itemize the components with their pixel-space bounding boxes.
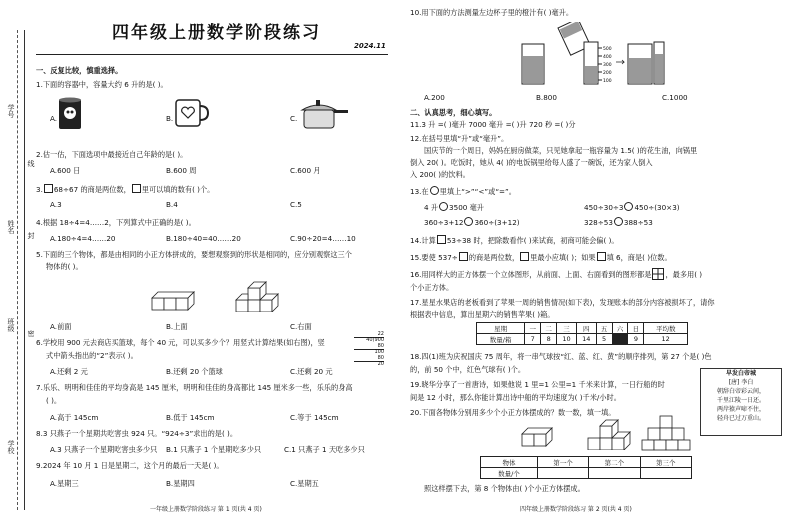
q3-blank-box <box>44 184 53 193</box>
q7-text-line1: 7.乐乐、明明和佳佳的平均身高是 145 厘米，明明和佳佳的身高都比 145 厘米多一些，乐乐的身高 <box>36 383 353 392</box>
q20-text: 20.下面各物体分别用多少个小正方体摆成的？数一数，填一填。 <box>410 408 616 417</box>
q6-long-division <box>354 332 384 367</box>
q13-item-4 <box>584 217 653 227</box>
q5-text-line2: 物体的( )。 <box>46 262 83 271</box>
poem-line: 轻舟已过万重山。 <box>716 415 765 422</box>
poem-line: 千里江陵一日还。 <box>716 397 765 404</box>
q12-text: 12.在括号里填“升”或“毫升”。 <box>410 134 509 143</box>
q20-answer-cell <box>589 468 640 479</box>
q13-item-1-left: 4 升 <box>424 203 439 212</box>
q2-option-a: A.600 日 <box>50 166 81 175</box>
q10-scale-200: 200 <box>603 71 612 76</box>
q20-final-line: 照这样摆下去，第 8 个物体由( )个小正方体摆成。 <box>424 484 585 493</box>
q20-answer-cell <box>537 468 588 479</box>
q10-scale-400: 400 <box>603 55 612 60</box>
q10-scale-100: 100 <box>603 79 612 84</box>
q6-text-line2: 式中箭头指出的“2”表示( )。 <box>46 351 138 360</box>
page-title: 四年级上册数学阶段练习 <box>112 23 321 43</box>
q6-option-a: A.还剩 2 元 <box>50 367 88 376</box>
q4-option-c: C.90÷20=4……10 <box>290 234 356 243</box>
q10-scale-300: 300 <box>603 63 612 68</box>
q8-option-c: C.1 只燕子 1 天吃多少只 <box>284 445 365 454</box>
q13-circle-3 <box>464 217 473 226</box>
q20-header-row <box>481 457 692 468</box>
q20-header-cell: 第三个 <box>640 457 691 468</box>
title-rule <box>36 54 388 55</box>
binding-solid-line <box>24 30 25 510</box>
mug-image <box>172 96 210 130</box>
q12-line1: 国庆节的一个周日，妈妈在厨房做菜，只见她拿起一瓶容量为 1.5( )的花生油，向锅里 <box>424 146 698 155</box>
q17-header-row <box>477 323 688 334</box>
binding-label-secret: 密 <box>27 330 35 337</box>
q6-calc-dividend: 40)900 <box>354 337 384 343</box>
q13-item-2 <box>584 202 680 212</box>
q5-option-c: C.右面 <box>290 322 312 331</box>
q9-option-a: A.星期三 <box>50 479 79 488</box>
poem-box <box>700 368 782 436</box>
q6-calc-step1: 80 <box>377 342 384 349</box>
poem-line: 朝辞白帝彩云间， <box>716 388 765 395</box>
q17-value-cell: 7 <box>525 334 541 345</box>
q4-option-a: A.180÷4=4……20 <box>50 234 116 243</box>
q6-calc-remainder: 20 <box>354 361 384 367</box>
q13-item-3 <box>424 217 520 227</box>
binding-label-class: 班级 <box>7 318 15 332</box>
q17-header-cell: 五 <box>596 323 612 334</box>
q1-option-c: C. <box>290 114 298 123</box>
poem-title: 早发白帝城 <box>725 370 756 377</box>
q13-item-2-left: 450÷30÷3 <box>584 203 624 212</box>
q20-row-label: 数量/个 <box>481 468 538 479</box>
q17-value-cell: 10 <box>557 334 577 345</box>
q9-option-c: C.星期五 <box>290 479 319 488</box>
page-footer-right: 四年级上册数学阶段练习 第 2 页(共 4 页) <box>520 506 632 513</box>
q13-circle <box>430 186 439 195</box>
q16-prefix: 16.用同样大的正方体摆一个立体图形，从前面、上面、右面看到的图形都是 <box>410 270 652 279</box>
q20-value-row <box>481 468 692 479</box>
q4-option-b: B.180÷40=40……20 <box>166 234 241 243</box>
q20-header-cell: 第一个 <box>537 457 588 468</box>
q1-option-a: A. <box>50 114 58 123</box>
q6-calc-step3: 80 <box>377 354 384 361</box>
q2-option-b: B.600 周 <box>166 166 197 175</box>
q12-line3: 入 200( )的饮料。 <box>410 170 470 179</box>
q3-blank-box-2 <box>132 184 141 193</box>
q15-middle: 的商是两位数， <box>468 253 520 262</box>
q3-text <box>36 184 214 194</box>
q13-item-3-left: 360÷3+12 <box>424 218 464 227</box>
q17-header-cell: 星期 <box>477 323 525 334</box>
q17-line1: 17.星星水果店的老板看到了苹果一周的销售情况(如下表)，发现账本的部分内容被损坏了，请你 <box>410 298 715 307</box>
binding-label-student-id: 学号 <box>7 104 15 118</box>
page-footer-left: 一年级上册数学阶段练习 第 1 页(共 4 页) <box>150 506 262 513</box>
q8-option-a: A.3 只燕子一个星期吃害虫多少只 <box>50 445 158 454</box>
q5-option-a: A.前面 <box>50 322 72 331</box>
q17-value-row <box>477 334 688 345</box>
q15-suffix: 填 6，商是( )位数。 <box>606 253 672 262</box>
q3-option-a: A.3 <box>50 200 62 209</box>
q13-suffix: 里填上“>”“<”或“=”。 <box>439 187 516 196</box>
q16-suffix: ，最多用( ) <box>665 270 703 279</box>
q4-text: 4.根据 18÷4=4……2，下列算式中正确的是( )。 <box>36 218 196 227</box>
q17-value-cell: 数量/箱 <box>477 334 525 345</box>
q5-option-b: B.上面 <box>166 322 188 331</box>
q6-option-c: C.还剩 20 元 <box>290 367 333 376</box>
q2-option-c: C.600 月 <box>290 166 321 175</box>
binding-label-seal: 封 <box>27 232 35 239</box>
q3-option-b: B.4 <box>166 200 178 209</box>
q9-option-b: B.星期四 <box>166 479 195 488</box>
q1-option-b: B. <box>166 114 174 123</box>
q10-option-a: A.200 <box>424 93 445 102</box>
binding-label-school: 学校 <box>7 440 15 454</box>
q18-line2: 的，前 50 个中，红色气球有( )个。 <box>410 365 526 374</box>
q6-calc-quotient: 22 <box>377 331 384 337</box>
q17-header-cell: 一 <box>525 323 541 334</box>
q13-item-4-right: 388÷53 <box>623 218 653 227</box>
q16-line2: 个小正方体。 <box>410 283 454 292</box>
exam-date: 2024.11 <box>354 42 386 50</box>
q20-object-1 <box>520 414 560 448</box>
q3-prefix: 3. <box>36 185 43 194</box>
q5-figure-2 <box>234 276 294 312</box>
q12-line2: 倒入 20( )。吃饭时，她从 4( )的电饭锅里给每人盛了一碗饭，还为家人倒入 <box>410 158 653 167</box>
q7-text-line2: ( )。 <box>46 396 62 405</box>
q7-option-a: A.高于 145cm <box>50 413 99 422</box>
q14-suffix: 53÷38 时，把除数看作( )来试商，初商可能会偏( )。 <box>446 236 619 245</box>
q13-prefix: 13.在 <box>410 187 429 196</box>
binding-dash-line <box>17 30 18 510</box>
q17-sales-table <box>476 322 688 345</box>
q7-option-b: B.低于 145cm <box>166 413 215 422</box>
q13-circle-1 <box>439 202 448 211</box>
q8-text: 8.3 只燕子一个星期共吃害虫 924 只。“924÷3”求出的是( )。 <box>36 429 238 438</box>
q15-prefix: 15.要使 537÷ <box>410 253 458 262</box>
q6-calc-step2: 100 <box>354 349 384 355</box>
binding-label-line: 线 <box>27 160 35 167</box>
section-1-heading: 一、反复比较，慎重选择。 <box>36 66 123 75</box>
q17-damaged-cell <box>612 334 628 345</box>
q15-box-2 <box>520 252 529 261</box>
q16-text <box>410 268 702 280</box>
q13-circle-2 <box>624 202 633 211</box>
q14-prefix: 14.计算 <box>410 236 436 245</box>
q6-text-line1: 6.学校用 900 元去商店买篮球，每个 40 元，可以买多少个？用竖式计算结果(如右图)，竖 <box>36 338 325 347</box>
q15-middle-2: 里最小应填( )；如果 <box>530 253 596 262</box>
q20-object-2 <box>586 414 634 450</box>
binding-label-name: 姓名 <box>7 220 15 234</box>
q15-box-3 <box>597 252 606 261</box>
q6-option-b: B.还剩 20 个篮球 <box>166 367 223 376</box>
q3-option-c: C.5 <box>290 200 302 209</box>
q13-text <box>410 186 516 196</box>
q11-text: 11.3 升 =( )毫升 7000 毫升 =( )升 720 秒 =( )分 <box>410 120 576 129</box>
poem-line: 两岸猿声啼不住， <box>716 406 765 413</box>
q17-header-cell: 平均数 <box>644 323 688 334</box>
q20-header-cell: 第二个 <box>589 457 640 468</box>
q3-middle: 68÷67 的商是两位数， <box>53 185 131 194</box>
q10-option-c: C.1000 <box>662 93 688 102</box>
q14-blank-box <box>437 235 446 244</box>
q18-line1: 18.四(1)班为庆祝国庆 75 周年，将一串气球按“红、蓝、红、黄”的顺序排列，第 27 个是( )色 <box>410 352 712 361</box>
q17-line2: 根据表中信息，算出星期六的销售苹果( )箱。 <box>410 310 555 319</box>
q20-answer-cell <box>640 468 691 479</box>
q3-suffix: 里可以填的数有( )个。 <box>141 185 215 194</box>
q17-header-cell: 二 <box>541 323 557 334</box>
q7-option-c: C.等于 145cm <box>290 413 339 422</box>
pressure-cooker-image <box>298 98 350 132</box>
q16-grid-icon <box>652 268 664 280</box>
q5-figure-1 <box>150 282 212 312</box>
q1-text: 1.下面的容器中，容量大约 6 升的是( )。 <box>36 80 168 89</box>
q13-item-1 <box>424 202 484 212</box>
q20-count-table <box>480 456 692 479</box>
q19-line2: 间是 12 小时，那么你能计算出诗中船的平均速度为( )千米/小时。 <box>410 393 621 402</box>
q10-text: 10.用下面的方法测量左边杯子里的橙汁有( )毫升。 <box>410 8 574 17</box>
q13-item-4-left: 328÷53 <box>584 218 613 227</box>
can-image <box>56 96 84 130</box>
poem-author: [唐] 李白 <box>728 379 754 386</box>
q13-item-2-right: 450÷(30×3) <box>634 203 680 212</box>
q10-option-b: B.800 <box>536 93 557 102</box>
q14-text <box>410 235 619 245</box>
q13-item-3-right: 360÷(3+12) <box>474 218 520 227</box>
q8-option-b: B.1 只燕子 1 个星期吃多少只 <box>166 445 262 454</box>
section-2-heading: 二、认真思考，细心填写。 <box>410 108 497 117</box>
q17-header-cell: 六 <box>612 323 628 334</box>
q15-text <box>410 252 672 262</box>
q17-header-cell: 四 <box>576 323 596 334</box>
q10-measuring-figure <box>520 22 670 86</box>
q13-item-1-right: 3500 毫升 <box>449 203 484 212</box>
q17-value-cell: 8 <box>541 334 557 345</box>
q15-box-1 <box>459 252 468 261</box>
q5-text-line1: 5.下面的三个物体，都是由相同的小正方体拼成的，要想观察到的形状是相同的，应分别观察这三个 <box>36 250 352 259</box>
q17-header-cell: 三 <box>557 323 577 334</box>
q20-header-cell: 物体 <box>481 457 538 468</box>
q17-value-cell: 12 <box>644 334 688 345</box>
q13-circle-4 <box>614 217 623 226</box>
q17-value-cell: 5 <box>596 334 612 345</box>
q20-object-3 <box>640 414 700 452</box>
q9-text: 9.2024 年 10 月 1 日是星期二，这个月的最后一天是( )。 <box>36 461 224 470</box>
q2-text: 2.估一估，下面选项中最接近自己年龄的是( )。 <box>36 150 188 159</box>
q17-value-cell: 9 <box>628 334 644 345</box>
q17-header-cell: 日 <box>628 323 644 334</box>
q17-value-cell: 14 <box>576 334 596 345</box>
q10-scale-500: 500 <box>603 47 612 52</box>
q19-line1: 19.晓华分享了一首唐诗，如果他说 1 里=1 公里=1 千米来计算，一日行船的时 <box>410 380 665 389</box>
